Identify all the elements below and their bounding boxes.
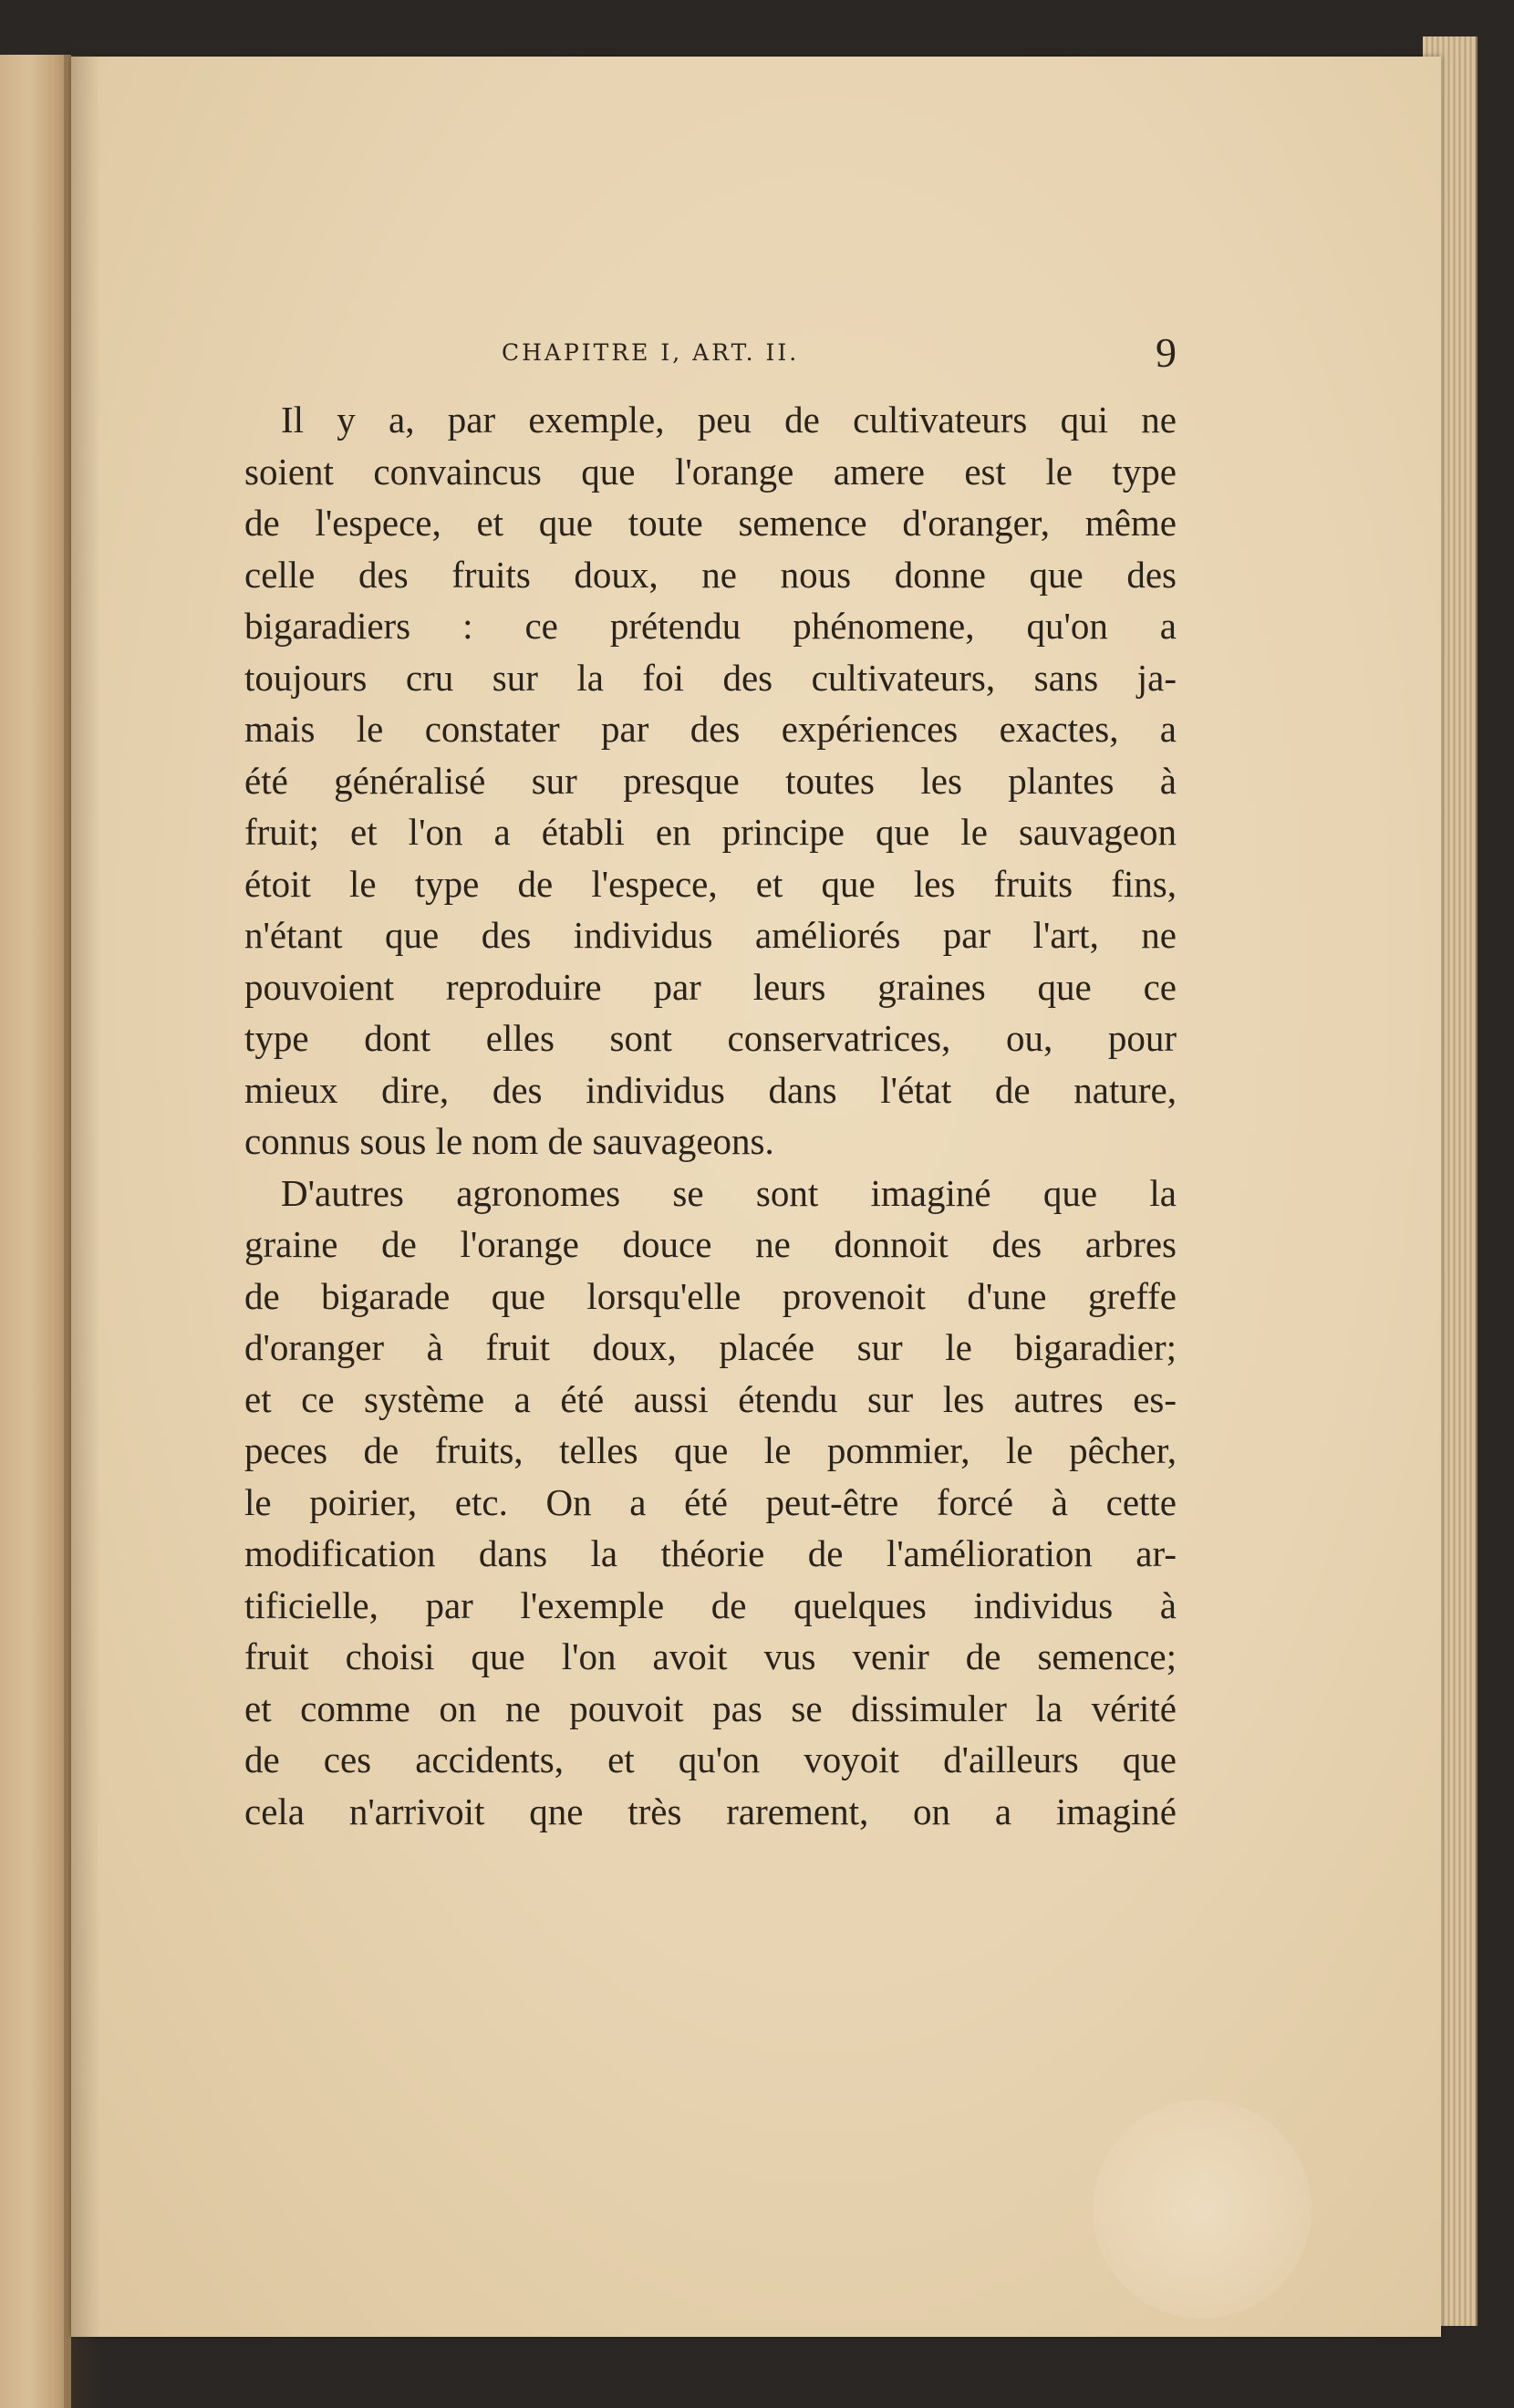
text-line: type dont elles sont conservatrices, ou, pour xyxy=(244,1017,1177,1059)
text-line: D'autres agronomes se sont imaginé que la xyxy=(281,1171,1177,1214)
text-line: peces de fruits, telles que le pommier, le pêcher, xyxy=(244,1429,1177,1471)
text-line: graine de l'orange douce ne donnoit des arbres xyxy=(244,1223,1177,1265)
running-title: CHAPITRE I, ART. II. xyxy=(502,339,800,366)
paper-stain xyxy=(1093,2100,1312,2319)
text-line: pouvoient reproduire par leurs graines que ce xyxy=(244,965,1177,1008)
gutter-shadow xyxy=(64,55,100,2408)
text-line: Il y a, par exemple, peu de cultivateurs qui ne xyxy=(281,399,1177,441)
text-line: tificielle, par l'exemple de quelques individus à xyxy=(244,1583,1177,1626)
text-line: étoit le type de l'espece, et que les fruits fins, xyxy=(244,862,1177,905)
text-line: de bigarade que lorsqu'elle provenoit d'une greffe xyxy=(244,1274,1177,1317)
text-line: celle des fruits doux, ne nous donne que des xyxy=(244,553,1177,596)
text-line: de ces accidents, et qu'on voyoit d'ailleurs que xyxy=(244,1739,1177,1780)
text-line: soient convaincus que l'orange amere est le type xyxy=(244,450,1177,493)
text-line: bigaradiers : ce prétendu phénomene, qu'on a xyxy=(244,605,1177,647)
running-head xyxy=(173,330,1177,394)
text-line: toujours cru sur la foi des cultivateurs, sans ja- xyxy=(244,656,1177,699)
text-line: de l'espece, et que toute semence d'oranger, même xyxy=(244,502,1177,544)
text-line: mais le constater par des expériences exactes, a xyxy=(244,708,1177,750)
page-number: 9 xyxy=(1156,329,1177,376)
text-line: et comme on ne pouvoit pas se dissimuler la vérité xyxy=(244,1687,1177,1729)
text-line: cela n'arrivoit qne très rarement, on a imaginé xyxy=(244,1790,1177,1832)
text-line: et ce système a été aussi étendu sur les autres es- xyxy=(244,1377,1177,1420)
body-text xyxy=(244,394,1177,1837)
facing-page-edge xyxy=(0,55,71,2408)
text-line: été généralisé sur presque toutes les plantes à xyxy=(244,759,1177,802)
text-line: n'étant que des individus améliorés par l'art, ne xyxy=(244,914,1177,956)
text-line: mieux dire, des individus dans l'état de nature, xyxy=(244,1068,1177,1111)
text-line: connus sous le nom de sauvageons. xyxy=(244,1120,774,1162)
text-line: le poirier, etc. On a été peut-être forcé à cette xyxy=(244,1480,1177,1523)
text-line: d'oranger à fruit doux, placée sur le bigaradier; xyxy=(244,1326,1177,1368)
text-line: fruit; et l'on a établi en principe que le sauvageon xyxy=(244,811,1177,853)
text-line: fruit choisi que l'on avoit vus venir de semence; xyxy=(244,1635,1177,1677)
text-line: modification dans la théorie de l'amélioration ar- xyxy=(244,1532,1177,1574)
